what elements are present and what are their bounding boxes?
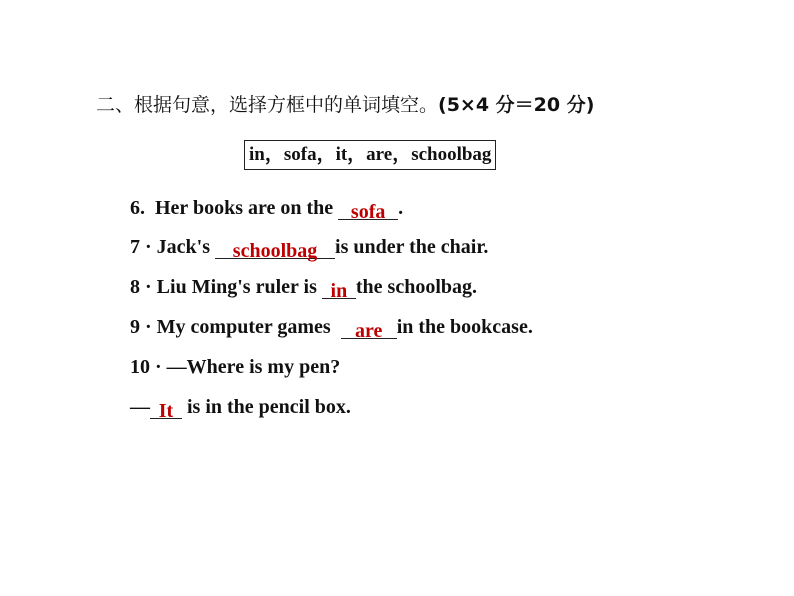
answer-blank xyxy=(215,236,335,262)
question-text: Her books are on the xyxy=(155,197,334,219)
question-text: —Where is my pen? xyxy=(166,356,341,378)
question-10 xyxy=(130,354,340,380)
instruction-score: (5×4 分＝20 分) xyxy=(438,94,595,116)
question-7 xyxy=(130,234,488,260)
answer-blank xyxy=(338,197,398,223)
question-number: 6. xyxy=(130,197,145,219)
answer-text: in xyxy=(330,280,348,302)
dash: — xyxy=(130,396,150,418)
answer-blank xyxy=(150,396,182,422)
question-text-end: in the bookcase. xyxy=(396,316,533,338)
question-number: 7 · xyxy=(130,236,152,258)
question-number: 10 · xyxy=(130,356,162,378)
question-6 xyxy=(130,195,403,221)
instruction-text: 二、根据句意，选择方框中的单词填空。 xyxy=(96,94,439,116)
question-number: 9 · xyxy=(130,316,152,338)
answer-blank xyxy=(322,276,356,302)
answer-text: schoolbag xyxy=(232,240,318,262)
question-9 xyxy=(130,314,533,340)
answer-text: sofa xyxy=(350,201,386,223)
instruction-heading xyxy=(96,90,594,117)
question-text: Jack's xyxy=(156,236,211,258)
answer-blank xyxy=(341,316,397,342)
answer-text: are xyxy=(355,320,383,342)
question-text: My computer games xyxy=(156,316,331,338)
question-number: 8 · xyxy=(130,276,152,298)
question-text-end: is in the pencil box. xyxy=(187,396,351,418)
question-text-end: is under the chair. xyxy=(335,236,489,258)
question-8 xyxy=(130,274,477,300)
question-text-end: the schoolbag. xyxy=(355,276,478,298)
answer-text: It xyxy=(158,400,174,422)
question-10-answer-line xyxy=(130,394,351,420)
question-text: Liu Ming's ruler is xyxy=(156,276,317,298)
question-text-end: . xyxy=(398,197,404,219)
word-bank-box: in，sofa，it，are，schoolbag xyxy=(244,140,496,170)
